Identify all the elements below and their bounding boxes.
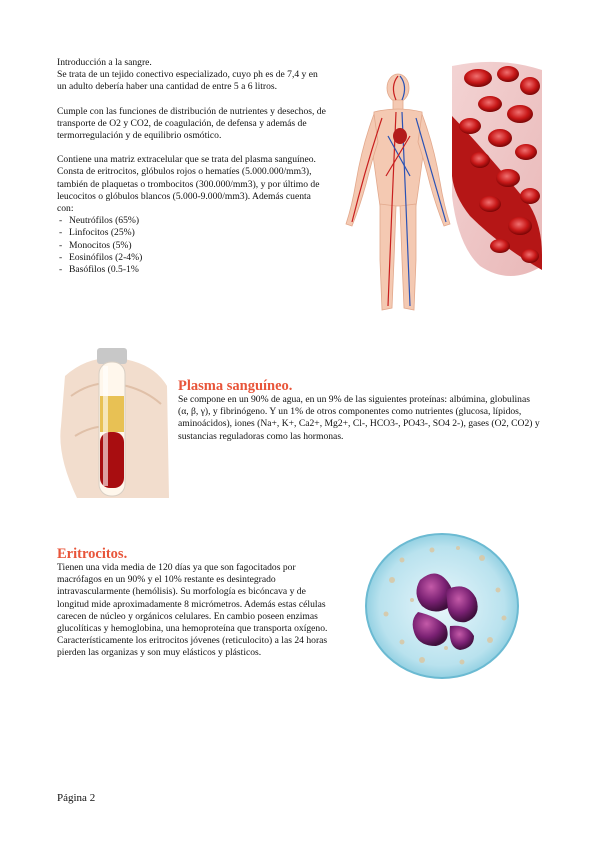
leukocyte-list [57,215,327,276]
page-number: Página 2 [57,792,96,804]
erythrocytes-section [57,546,337,660]
erythrocytes-text: Tienen una vida media de 120 días ya que son fagocitados por macrófagos en un 90% y el 10% restante es desintegrado intravascularmente (hemólisis). Su morfología es bicóncava y de longitud mide aproximadamente 8 micrómetros. Además estas células carecen de núcleo y orgánicos celulares. En cambio poseen enzimas glucolíticas y hemoglobina, una hemoproteína que transporta oxígeno. Característicamente los eritrocitos jóvenes (reticulocito) a las 24 horas pierden las organizas y son muy elásticos y plásticos. [57,562,328,659]
list-item: - Neutrófilos (65%) [57,215,327,227]
list-item: - Linfocitos (25%) [57,227,327,239]
blood-tube-image [57,336,169,498]
list-item: - Monocitos (5%) [57,240,327,252]
plasma-heading: Plasma sanguíneo. [178,378,293,394]
intro-title: Introducción a la sangre. [57,57,152,68]
intro-paragraph-2: Cumple con las funciones de distribución de nutrientes y desechos, de transporte de O2 y CO2, de coagulación, de defensa y además de termorregulación y de equilibrio osmótico. [57,105,326,142]
erythrocytes-heading: Eritrocitos. [57,546,128,562]
list-item: - Eosinófilos (2-4%) [57,252,327,264]
plasma-section [178,378,540,443]
white-blood-cell-image [362,530,522,682]
intro-section [57,57,327,276]
plasma-text: Se compone en un 90% de agua, en un 9% de las siguientes proteínas: albúmina, globulinas (α, β, γ), y fibrinógeno. Y un 1% de otros componentes como nutrientes (glucosa, lípidos, aminoácidos), iones (Na+, K+, Ca2+, Mg2+, Cl-, HCO3-, PO43-, SO4 2-), gases (O2, CO2) y sustancias reguladoras como las hormonas. [178,394,540,442]
list-item: - Basófilos (0.5-1% [57,264,327,276]
intro-paragraph-1: Se trata de un tejido conectivo especializado, cuyo ph es de 7,4 y en un adulto debería haber una cantidad de entre 5 a 6 litros. [57,69,318,93]
intro-paragraph-3: Contiene una matriz extracelular que se trata del plasma sanguíneo. Consta de eritrocitos, glóbulos rojos o hematíes (5.000.000/mm3), también de plaquetas o trombocitos (300.000/mm3), y por último de leucocitos o glóbulos blancos (5.000-9.000/mm3). Además cuenta con: [57,154,320,215]
circulatory-system-image [330,56,542,328]
